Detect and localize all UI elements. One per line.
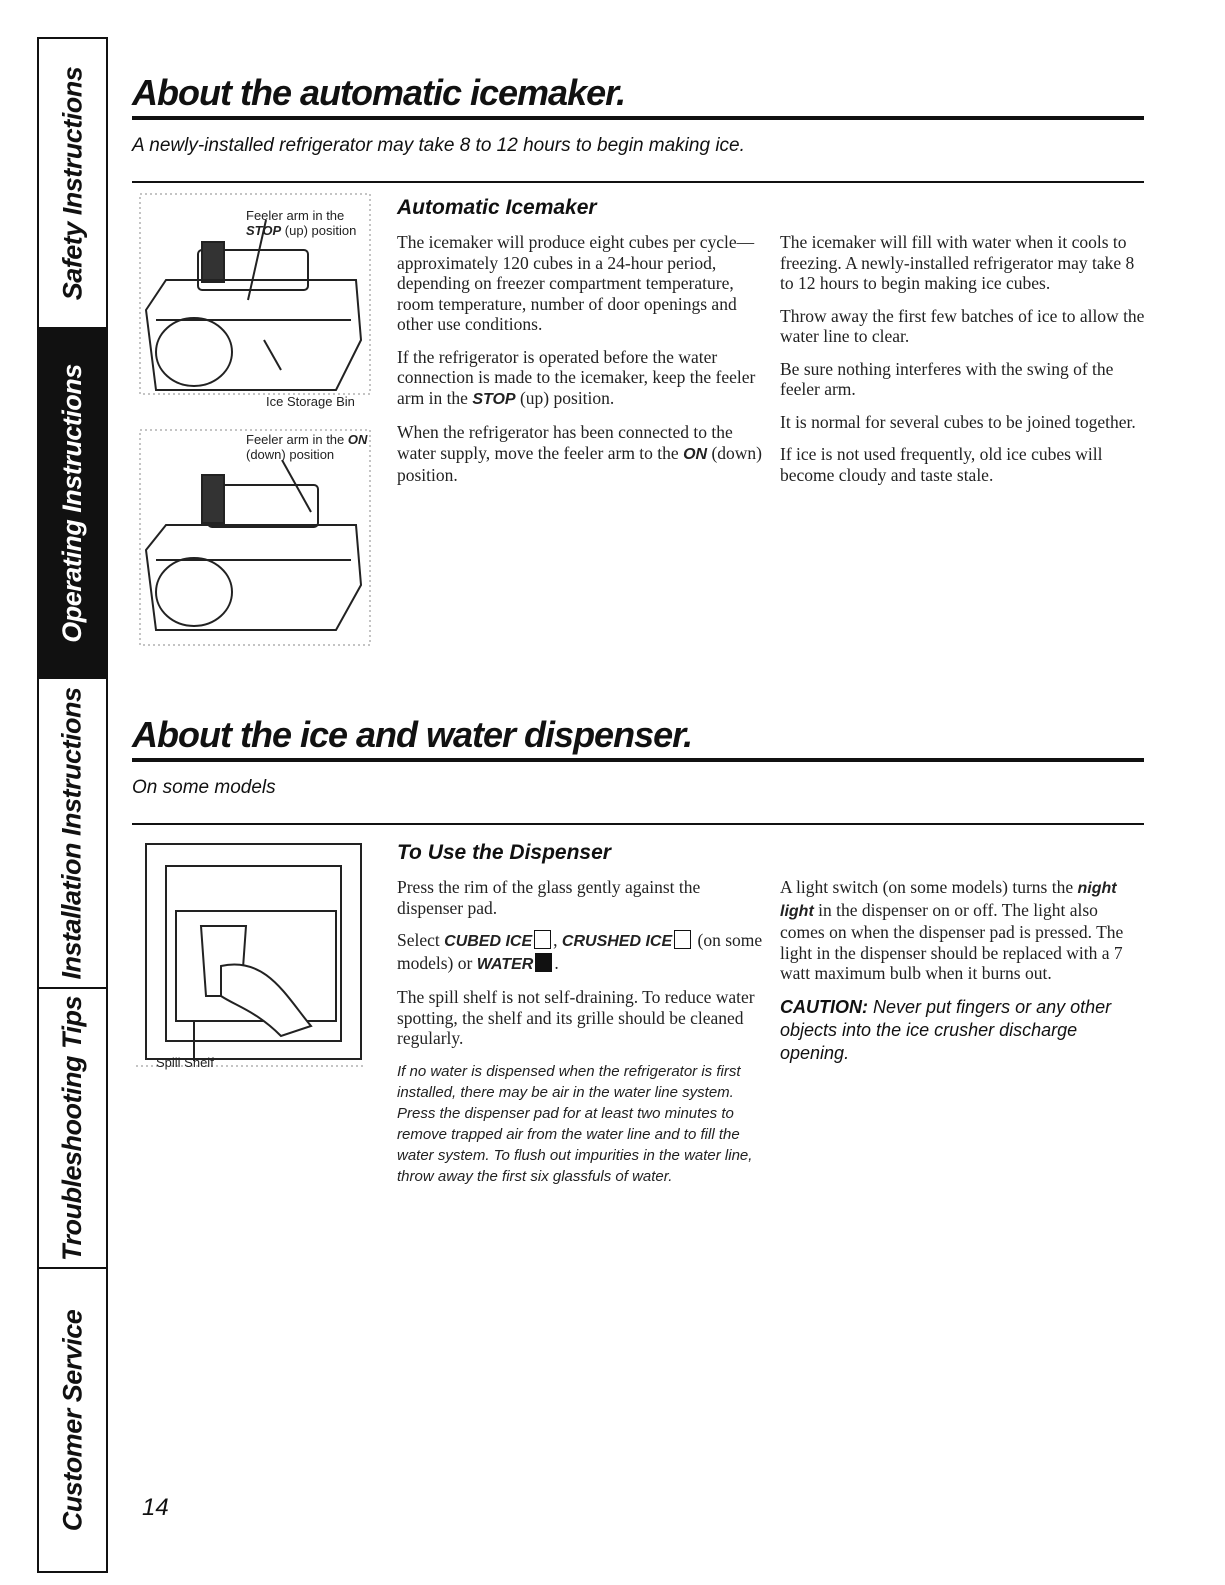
label-spill-shelf: Spill Shelf [156, 1055, 214, 1070]
icemaker-c2-p3: Be sure nothing interferes with the swing of the feeler arm. [780, 358, 1114, 399]
dispenser-drawing [136, 836, 376, 1076]
side-tab-bar [37, 37, 108, 1573]
icemaker-p3: When the refrigerator has been connected to the water supply, move the feeler arm to the ON (down) position. [397, 422, 762, 485]
icemaker-drawing [136, 190, 376, 650]
tab-operating-instructions[interactable]: Operating Instructions [39, 329, 106, 679]
icemaker-p2: If the refrigerator is operated before the water connection is made to the icemaker, keep the feeler arm in the STOP (up) position. [397, 346, 756, 408]
dispenser-illustration [136, 836, 376, 1076]
label-ice-storage-bin: Ice Storage Bin [266, 394, 355, 409]
dispenser-p3: The spill shelf is not self-draining. To reduce water spotting, the shelf and its grille should be cleaned regularly. [397, 987, 755, 1048]
section-rule [132, 181, 1144, 183]
dispenser-p1: Press the rim of the glass gently against the dispenser pad. [397, 877, 701, 918]
label-feeler-on: Feeler arm in the ON (down) position [246, 432, 368, 462]
dispenser-subtitle: On some models [132, 777, 276, 798]
dispenser-column-2 [780, 877, 1145, 1077]
tab-safety-instructions[interactable]: Safety Instructions [39, 39, 106, 329]
icemaker-p1: The icemaker will produce eight cubes per cycle—approximately 120 cubes in a 24-hour period, depending on freezer compartment temperature, room temperature, number of door openings and other use conditions. [397, 232, 755, 334]
dispenser-title: About the ice and water dispenser. [132, 714, 693, 755]
section-rule-2 [132, 823, 1144, 825]
icemaker-subtitle: A newly-installed refrigerator may take 8 to 12 hours to begin making ice. [132, 135, 745, 156]
automatic-icemaker-heading: Automatic Icemaker [397, 196, 597, 219]
caution-text: CAUTION: Never put fingers or any other objects into the ice crusher discharge opening. [780, 996, 1112, 1063]
icemaker-c2-p2: Throw away the first few batches of ice to allow the water line to clear. [780, 305, 1145, 346]
icemaker-c2-p5: If ice is not used frequently, old ice cubes will become cloudy and taste stale. [780, 444, 1103, 485]
crushed-ice-icon [674, 930, 691, 949]
water-icon [535, 953, 552, 972]
dispenser-note: If no water is dispensed when the refrigerator is first installed, there may be air in the water line system. Press the dispenser pad for at least two minutes to remove trapped air from the water line and to fill the water system. To flush out impurities in the water line, throw away the first six glassfuls of water. [397, 1062, 753, 1185]
icemaker-c2-p4: It is normal for several cubes to be joined together. [780, 411, 1136, 432]
icemaker-title: About the automatic icemaker. [132, 72, 626, 113]
dispenser-column-1 [397, 877, 767, 1199]
tab-troubleshooting-tips[interactable]: Troubleshooting Tips [39, 989, 106, 1269]
tab-customer-service[interactable]: Customer Service [57, 1309, 88, 1531]
icemaker-illustration [136, 190, 376, 650]
cubed-ice-icon [534, 930, 551, 949]
icemaker-column-2 [780, 232, 1145, 497]
title-rule [132, 116, 1144, 120]
dispenser-c2-p1: A light switch (on some models) turns the night light in the dispenser on or off. The light also comes on when the dispenser pad is pressed. The light in the dispenser should be replaced with a 7 watt maximum bulb when it burns out. [780, 877, 1124, 983]
page-number: 14 [142, 1494, 169, 1521]
icemaker-column-1 [397, 232, 767, 498]
label-feeler-stop: Feeler arm in the STOP (up) position [246, 208, 357, 238]
icemaker-c2-p1: The icemaker will fill with water when it cools to freezing. A newly-installed refrigerator may take 8 to 12 hours to begin making ice cubes. [780, 232, 1135, 293]
to-use-dispenser-heading: To Use the Dispenser [397, 841, 611, 864]
title-rule-2 [132, 758, 1144, 762]
dispenser-p2: Select CUBED ICE , CRUSHED ICE (on some models) or WATER . [397, 930, 763, 973]
tab-installation-instructions[interactable]: Installation Instructions [39, 679, 106, 989]
